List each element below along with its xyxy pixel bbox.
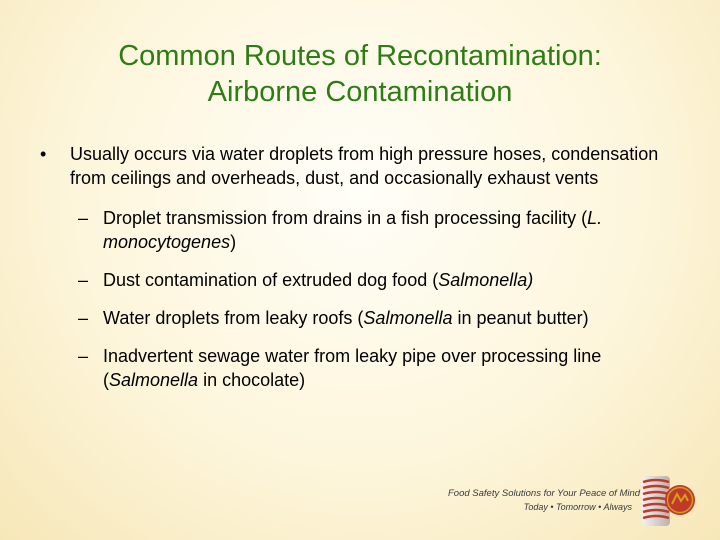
dash-marker: – xyxy=(78,308,89,328)
footer-tagline: Food Safety Solutions for Your Peace of Mind xyxy=(448,488,641,499)
sub-bullet-droplet-transmission xyxy=(78,206,676,254)
sub-bullet-list xyxy=(36,206,676,392)
bullet-marker: • xyxy=(40,144,47,164)
organism-name: Salmonella xyxy=(363,308,453,328)
sub-bullet-text-end: in peanut butter) xyxy=(452,308,589,328)
sub-bullet-text: Droplet transmission from drains in a fish processing facility ( xyxy=(103,208,588,228)
dash-marker: – xyxy=(78,346,89,366)
slide-content xyxy=(36,142,676,406)
main-bullet xyxy=(36,142,676,190)
dash-marker: – xyxy=(78,270,89,290)
sub-bullet-dust-contamination xyxy=(78,268,676,292)
slide-title xyxy=(40,38,680,110)
organism-name: Salmonella) xyxy=(438,270,534,290)
organism-name: Salmonella xyxy=(109,370,199,390)
dash-marker: – xyxy=(78,208,89,228)
title-line-2: Airborne Contamination xyxy=(207,76,513,108)
footer-subline: Today • Tomorrow • Always xyxy=(523,502,632,512)
footer-branding xyxy=(448,488,641,512)
sub-bullet-text-end: in chocolate) xyxy=(198,370,306,390)
sub-bullet-text: Dust contamination of extruded dog food ( xyxy=(103,270,439,290)
main-bullet-text: Usually occurs via water droplets from high pressure hoses, condensation from ceilings and overheads, dust, and occasionally exhaust vents xyxy=(70,144,659,188)
sub-bullet-leaky-roofs xyxy=(78,306,676,330)
sub-bullet-text-end: ) xyxy=(230,232,237,252)
title-line-1: Common Routes of Recontamination: xyxy=(118,40,602,72)
sub-bullet-text: Water droplets from leaky roofs ( xyxy=(103,308,364,328)
company-logo-icon xyxy=(638,470,702,530)
sub-bullet-text: Inadvertent sewage water from leaky pipe over processing line ( xyxy=(103,346,602,390)
organism-name: L. monocytogenes xyxy=(103,208,603,252)
sub-bullet-sewage-water xyxy=(78,344,676,392)
